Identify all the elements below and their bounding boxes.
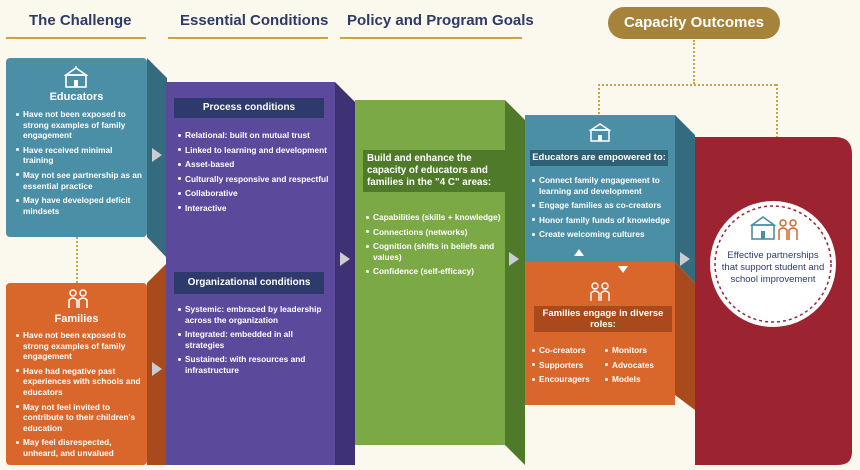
list-item: Have not been exposed to strong examples of family engagement — [16, 330, 144, 362]
list-item: Interactive — [178, 203, 329, 214]
arrow-right-icon — [340, 252, 350, 266]
header-capacity: Capacity Outcomes — [608, 7, 780, 39]
roles-list-col1 — [532, 345, 602, 389]
list-item: May have developed deficit mindsets — [16, 195, 144, 216]
list-item: Have not been exposed to strong examples of family engagement — [16, 109, 144, 141]
empowered-list — [530, 175, 675, 244]
list-item: Systemic: embraced by leadership across the organization — [178, 304, 329, 325]
family-icon — [66, 288, 90, 310]
roles-list-col2 — [605, 345, 675, 389]
arrow-right-icon — [680, 252, 690, 266]
list-item: Monitors — [605, 345, 675, 356]
empowered-title: Educators are empowered to: — [530, 150, 668, 166]
arrow-right-icon — [152, 148, 162, 162]
list-item: Integrated: embedded in all strategies — [178, 329, 329, 350]
list-item: Advocates — [605, 360, 675, 371]
families-box — [6, 283, 147, 465]
policy-title: Build and enhance the capacity of educators and families in the "4 C" areas: — [363, 150, 505, 192]
list-item: Have received minimal training — [16, 145, 144, 166]
header-challenge: The Challenge — [29, 12, 132, 29]
roles-title: Families engage in diverse roles: — [534, 306, 672, 332]
process-conditions-title: Process conditions — [174, 98, 324, 118]
arrow-right-icon — [509, 252, 519, 266]
header-policy: Policy and Program Goals — [347, 12, 534, 29]
school-family-icon — [750, 214, 800, 242]
process-conditions-list — [174, 130, 329, 218]
families-title: Families — [54, 313, 99, 325]
list-item: May feel disrespected, unheard, and unvalued — [16, 437, 144, 458]
list-item: Create welcoming cultures — [532, 229, 675, 240]
list-item: May not see partnership as an essential practice — [16, 170, 144, 191]
list-item: Linked to learning and development — [178, 145, 329, 156]
policy-list — [362, 212, 502, 281]
educators-title: Educators — [49, 91, 104, 103]
list-item: Encouragers — [532, 374, 602, 385]
arrow-up-icon — [574, 249, 584, 256]
organizational-conditions-title: Organizational conditions — [174, 272, 324, 294]
list-item: Have had negative past experiences with schools and educators — [16, 366, 144, 398]
header-essential: Essential Conditions — [180, 12, 329, 29]
list-item: Asset-based — [178, 159, 329, 170]
list-item: Connect family engagement to learning and development — [532, 175, 675, 196]
list-item: Supporters — [532, 360, 602, 371]
list-item: Honor family funds of knowledge — [532, 215, 675, 226]
list-item: Capabilities (skills + knowledge) — [366, 212, 502, 223]
list-item: Connections (networks) — [366, 227, 502, 238]
arrow-right-icon — [152, 362, 162, 376]
list-item: Collaborative — [178, 188, 329, 199]
list-item: Relational: built on mutual trust — [178, 130, 329, 141]
school-icon — [589, 122, 611, 142]
organizational-conditions-list — [174, 304, 329, 380]
school-icon — [64, 66, 88, 88]
educators-box — [6, 58, 147, 237]
list-item: Co-creators — [532, 345, 602, 356]
list-item: Culturally responsive and respectful — [178, 174, 329, 185]
outcome-text: Effective partnerships that support student and school improvement — [721, 250, 825, 285]
list-item: Confidence (self-efficacy) — [366, 266, 502, 277]
list-item: Cognition (shifts in beliefs and values) — [366, 241, 502, 262]
list-item: Models — [605, 374, 675, 385]
family-icon — [589, 282, 611, 302]
list-item: May not feel invited to contribute to their children's education — [16, 402, 144, 434]
list-item: Sustained: with resources and infrastructure — [178, 354, 329, 375]
arrow-down-icon — [618, 266, 628, 273]
list-item: Engage families as co-creators — [532, 200, 675, 211]
